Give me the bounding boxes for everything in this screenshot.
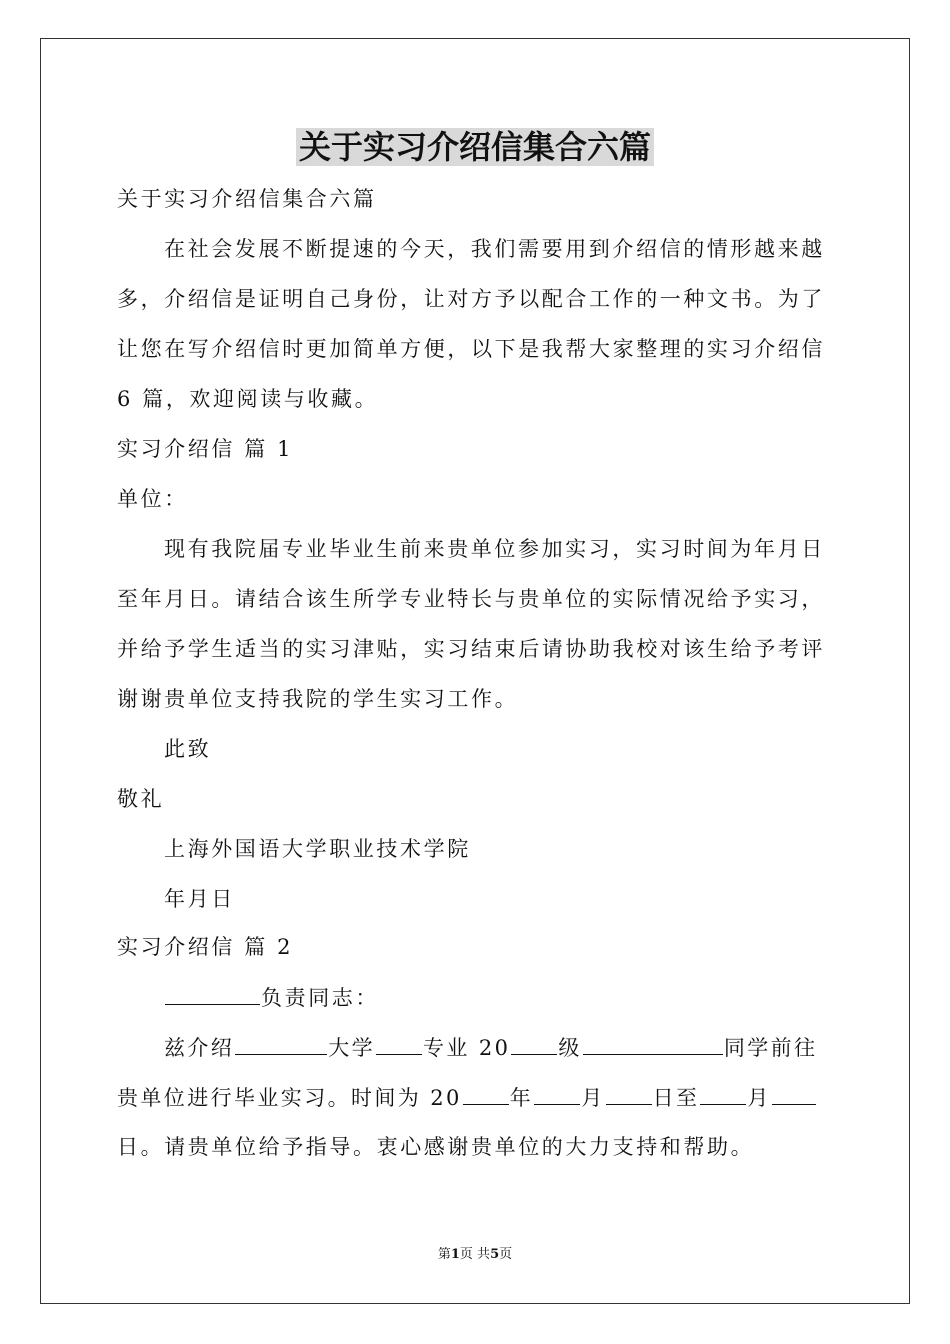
fill-blank xyxy=(376,1034,422,1055)
fill-blank xyxy=(534,1084,580,1105)
page-border xyxy=(40,38,910,1304)
section1-heading: 实习介绍信 篇 1 xyxy=(117,437,294,461)
section2-line-1 xyxy=(164,1034,882,1061)
section2-salutation xyxy=(164,984,882,1011)
footer-prefix: 第 xyxy=(437,1247,451,1262)
line2-text-d: 日至 xyxy=(652,1086,700,1110)
footer-page-number: 1 xyxy=(450,1247,460,1262)
footer-suffix: 页 xyxy=(499,1247,513,1262)
document-subtitle: 关于实习介绍信集合六篇 xyxy=(117,187,377,211)
section1-body-line-3: 并给予学生适当的实习津贴，实习结束后请协助我校对该生给予考评 xyxy=(117,637,825,661)
fill-blank xyxy=(606,1084,652,1105)
intro-line-3: 让您在写介绍信时更加简单方便，以下是我帮大家整理的实习介绍信 xyxy=(117,337,825,361)
section2-heading: 实习介绍信 篇 2 xyxy=(117,935,294,959)
section1-salutation: 单位： xyxy=(117,487,188,511)
footer-page-total: 5 xyxy=(490,1247,500,1262)
line1-text-e: 同学前往 xyxy=(723,1036,818,1060)
fill-blank xyxy=(235,1034,327,1055)
intro-line-4: 6 篇，欢迎阅读与收藏。 xyxy=(117,387,379,411)
salutation-text: 负责同志： xyxy=(261,986,379,1010)
footer-mid: 页 共 xyxy=(459,1247,491,1262)
section1-signature: 上海外国语大学职业技术学院 xyxy=(164,837,471,861)
title-container xyxy=(0,128,950,166)
fill-blank xyxy=(511,1034,557,1055)
intro-line-1: 在社会发展不断提速的今天，我们需要用到介绍信的情形越来越 xyxy=(164,237,825,261)
fill-blank xyxy=(772,1084,816,1105)
fill-blank xyxy=(700,1084,746,1105)
section1-body-line-1: 现有我院届专业毕业生前来贵单位参加实习，实习时间为年月日 xyxy=(164,537,825,561)
section1-closing-2: 敬礼 xyxy=(117,787,165,811)
section1-body-line-2: 至年月日。请结合该生所学专业特长与贵单位的实际情况给予实习， xyxy=(117,587,825,611)
line1-text-d: 级 xyxy=(558,1036,582,1060)
section1-date: 年月日 xyxy=(164,887,235,911)
intro-line-2: 多，介绍信是证明自己身份，让对方予以配合工作的一种文书。为了 xyxy=(117,287,825,311)
line1-text-b: 大学 xyxy=(328,1036,376,1060)
section1-body-line-4: 谢谢贵单位支持我院的学生实习工作。 xyxy=(117,687,519,711)
section2-line-3: 日。请贵单位给予指导。衷心感谢贵单位的大力支持和帮助。 xyxy=(117,1135,755,1159)
line1-text-a: 兹介绍 xyxy=(164,1036,235,1060)
section1-closing-1: 此致 xyxy=(164,737,212,761)
line2-text-b: 年 xyxy=(509,1086,534,1110)
section2-line-2 xyxy=(117,1084,835,1111)
fill-blank xyxy=(463,1084,509,1105)
line2-text-e: 月 xyxy=(747,1086,771,1110)
page-footer xyxy=(0,1246,950,1264)
fill-blank xyxy=(165,984,260,1005)
line1-text-c: 专业 20 xyxy=(423,1036,511,1060)
line2-text-c: 月 xyxy=(581,1086,605,1110)
fill-blank xyxy=(583,1034,723,1055)
line2-text-a: 贵单位进行毕业实习。时间为 20 xyxy=(117,1086,462,1110)
document-title: 关于实习介绍信集合六篇 xyxy=(296,128,654,166)
